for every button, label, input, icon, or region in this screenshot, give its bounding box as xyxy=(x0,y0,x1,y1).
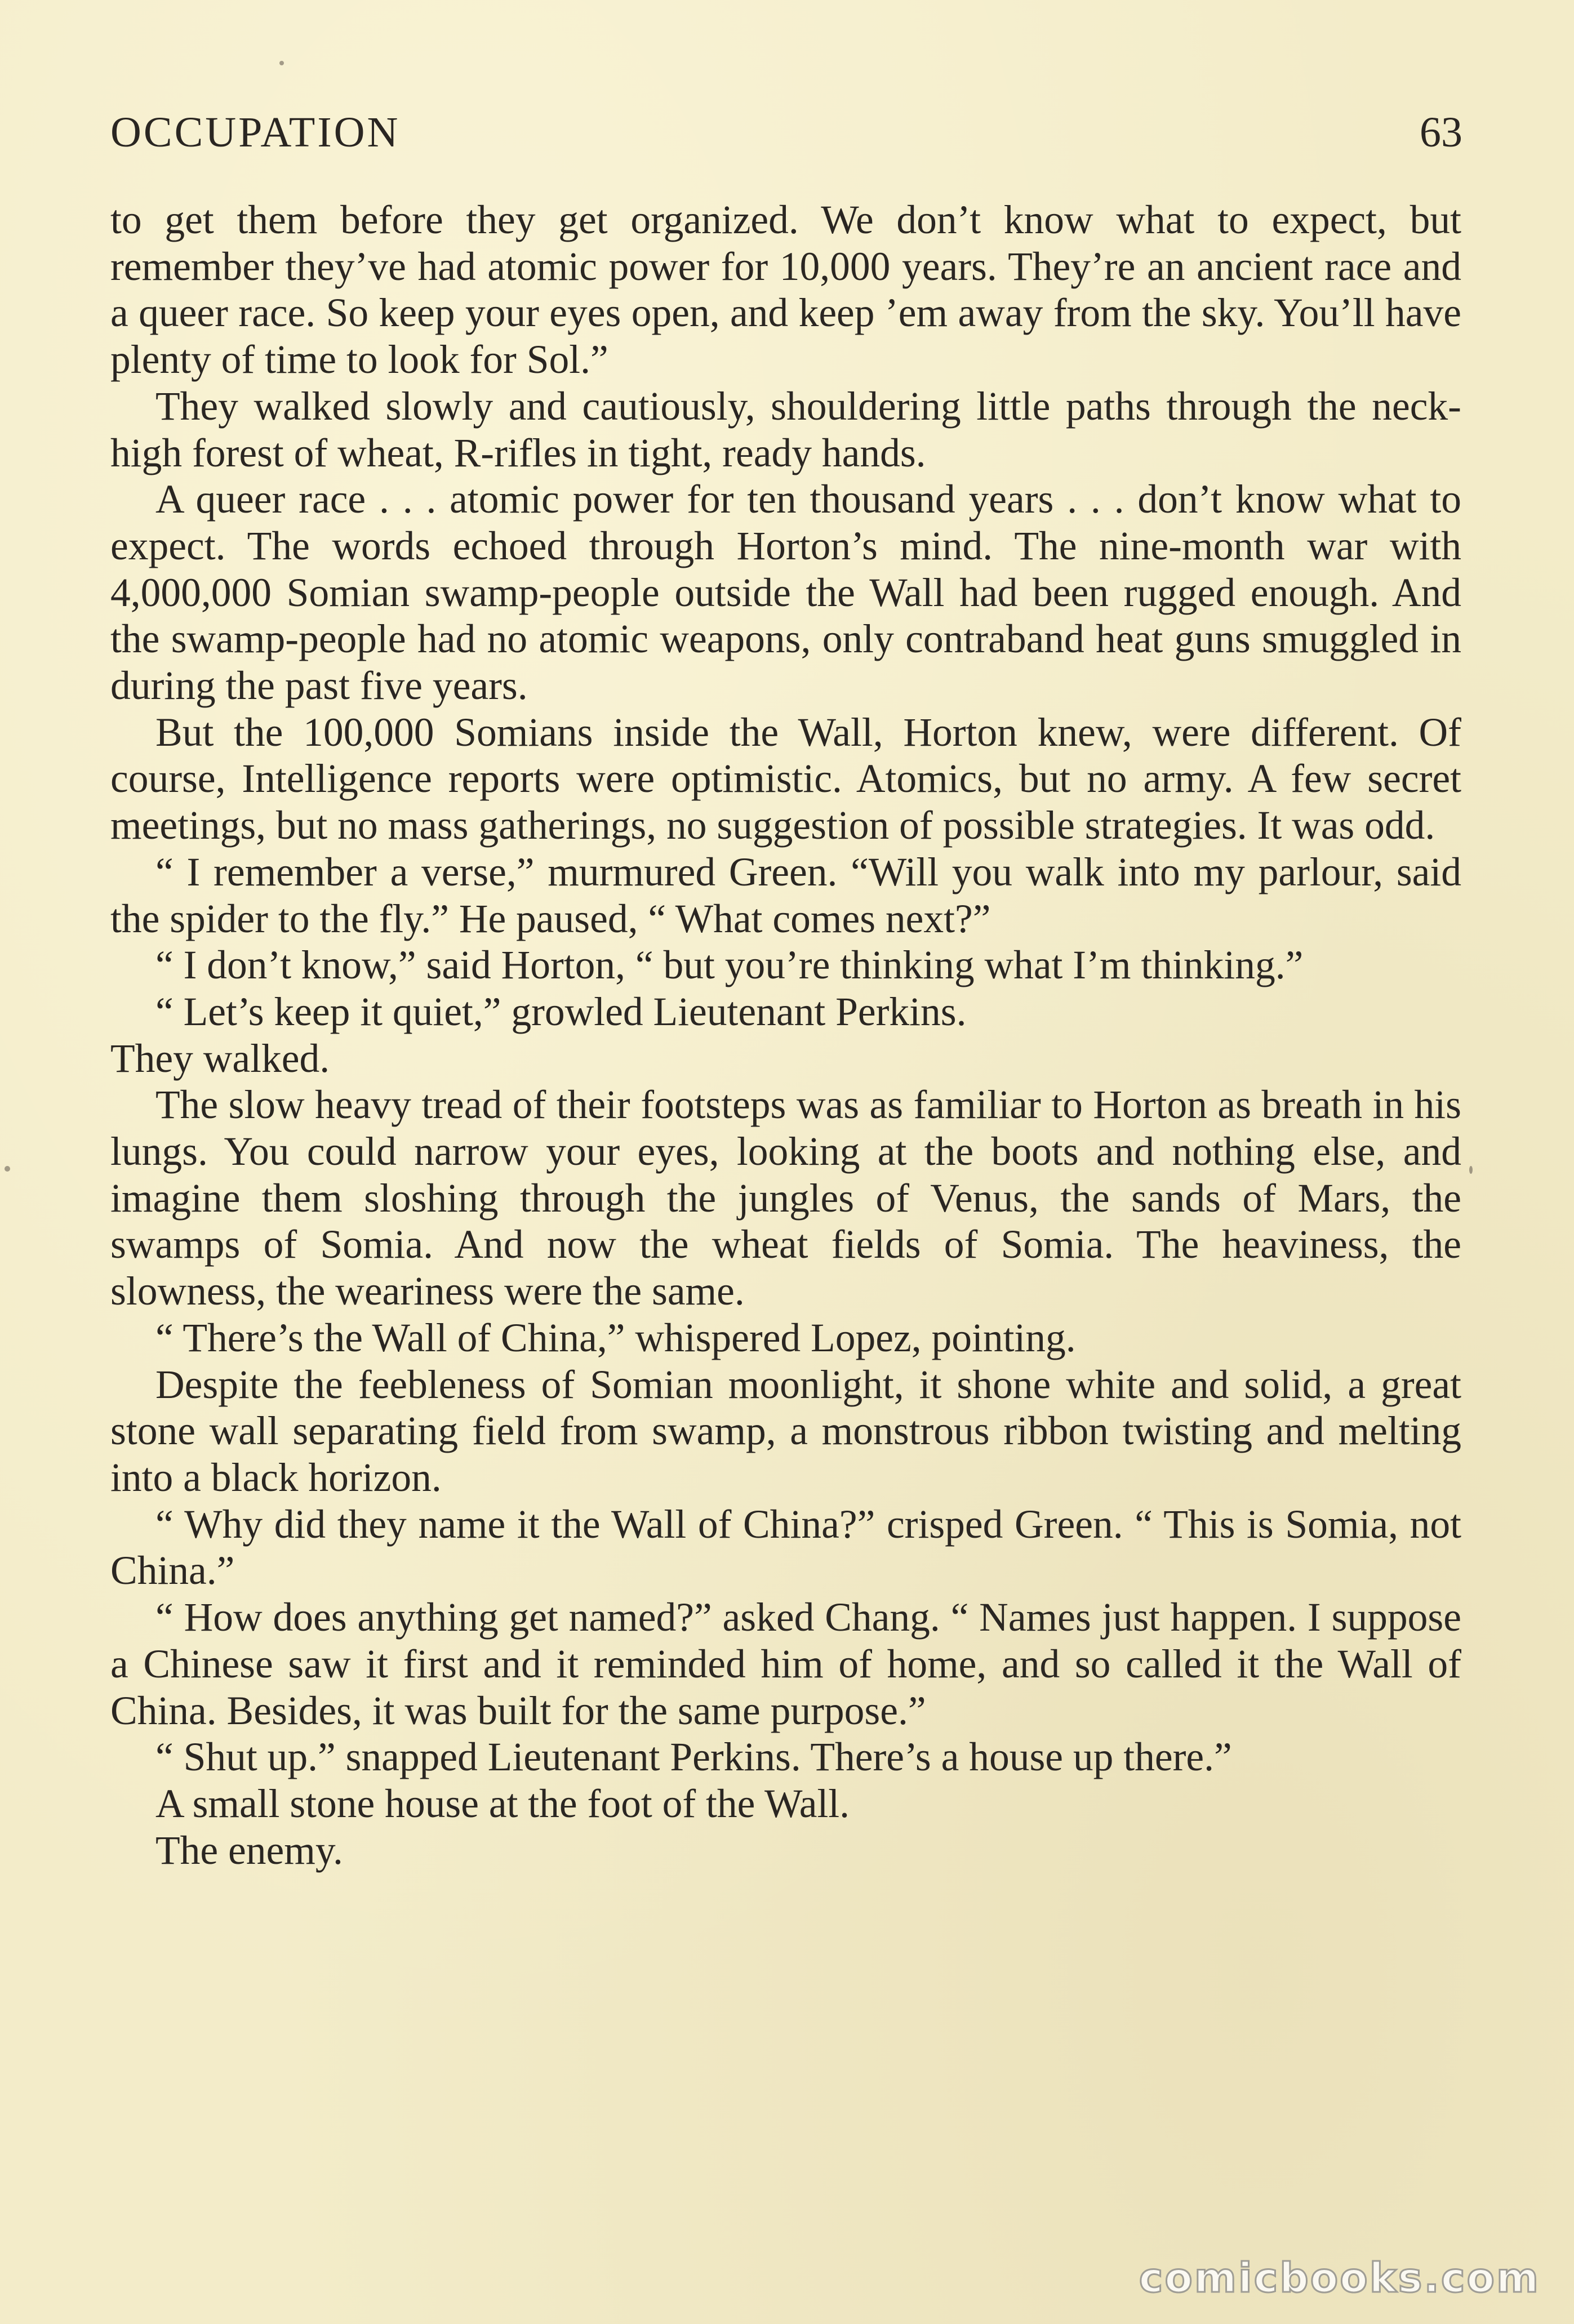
page-number: 63 xyxy=(1420,109,1462,156)
watermark-logo: comicbooks.com xyxy=(1139,2254,1540,2301)
paragraph: Despite the feebleness of Somian moonlight, it shone white and solid, a great stone wall separating field from swamp, a monstrous ribbon twisting and melting into a black horizon. xyxy=(110,1362,1461,1500)
paragraph: to get them before they get organized. We don’t know what to expect, but remember they’ve had atomic power for 10,000 years. They’re an ancient race and a queer race. So keep your eyes open, and keep ’em away from the sky. You’ll have plenty of time to look for Sol.” xyxy=(110,198,1461,382)
running-head: OCCUPATION xyxy=(110,109,401,156)
body-text xyxy=(110,197,1461,1874)
paragraph: “ I remember a verse,” murmured Green. “Will you walk into my parlour, said the spider to the fly.” He paused, “ What comes next?” xyxy=(110,849,1461,941)
paragraph: A queer race . . . atomic power for ten thousand years . . . don’t know what to expect. The words echoed through Horton’s mind. The nine-month war with 4,000,000 Somian swamp-people outside the Wall had been rugged enough. And the swamp-people had no atomic weapons, only contraband heat guns smuggled in during the past five years. xyxy=(110,477,1461,709)
paragraph: They walked slowly and cautiously, shouldering little paths through the neck-high forest of wheat, R-rifles in tight, ready hands. xyxy=(110,384,1461,475)
paragraph: The enemy. xyxy=(155,1828,343,1873)
paragraph: “ I don’t know,” said Horton, “ but you’re thinking what I’m thinking.” xyxy=(155,943,1304,988)
ink-speck xyxy=(279,61,284,65)
paragraph: “ How does anything get named?” asked Chang. “ Names just happen. I suppose a Chinese saw it first and it reminded him of home, and so called it the Wall of China. Besides, it was built for the same purpose.” xyxy=(110,1595,1461,1733)
paragraph: They walked. xyxy=(110,1036,330,1081)
paragraph: “ Why did they name it the Wall of China?” crisped Green. “ This is Somia, not China.” xyxy=(110,1502,1461,1593)
ink-speck xyxy=(1469,1166,1473,1174)
page-header xyxy=(110,101,1462,163)
paragraph: The slow heavy tread of their footsteps was as familiar to Horton as breath in his lungs. You could narrow your eyes, looking at the boots and nothing else, and imagine them sloshing through the jungles of Venus, the sands of Mars, the swamps of Somia. And now the wheat fields of Somia. The heaviness, the slowness, the weariness were the same. xyxy=(110,1083,1461,1314)
paragraph: “ Let’s keep it quiet,” growled Lieutenant Perkins. xyxy=(155,989,967,1034)
paragraph: A small stone house at the foot of the Wall. xyxy=(155,1781,850,1826)
paragraph: But the 100,000 Somians inside the Wall, Horton knew, were different. Of course, Intelligence reports were optimistic. Atomics, but no army. A few secret meetings, but no mass gatherings, no suggestion of possible strategies. It was odd. xyxy=(110,710,1461,848)
ink-speck xyxy=(5,1166,10,1172)
paragraph: “ Shut up.” snapped Lieutenant Perkins. There’s a house up there.” xyxy=(155,1735,1232,1780)
paragraph: “ There’s the Wall of China,” whispered Lopez, pointing. xyxy=(155,1315,1076,1360)
